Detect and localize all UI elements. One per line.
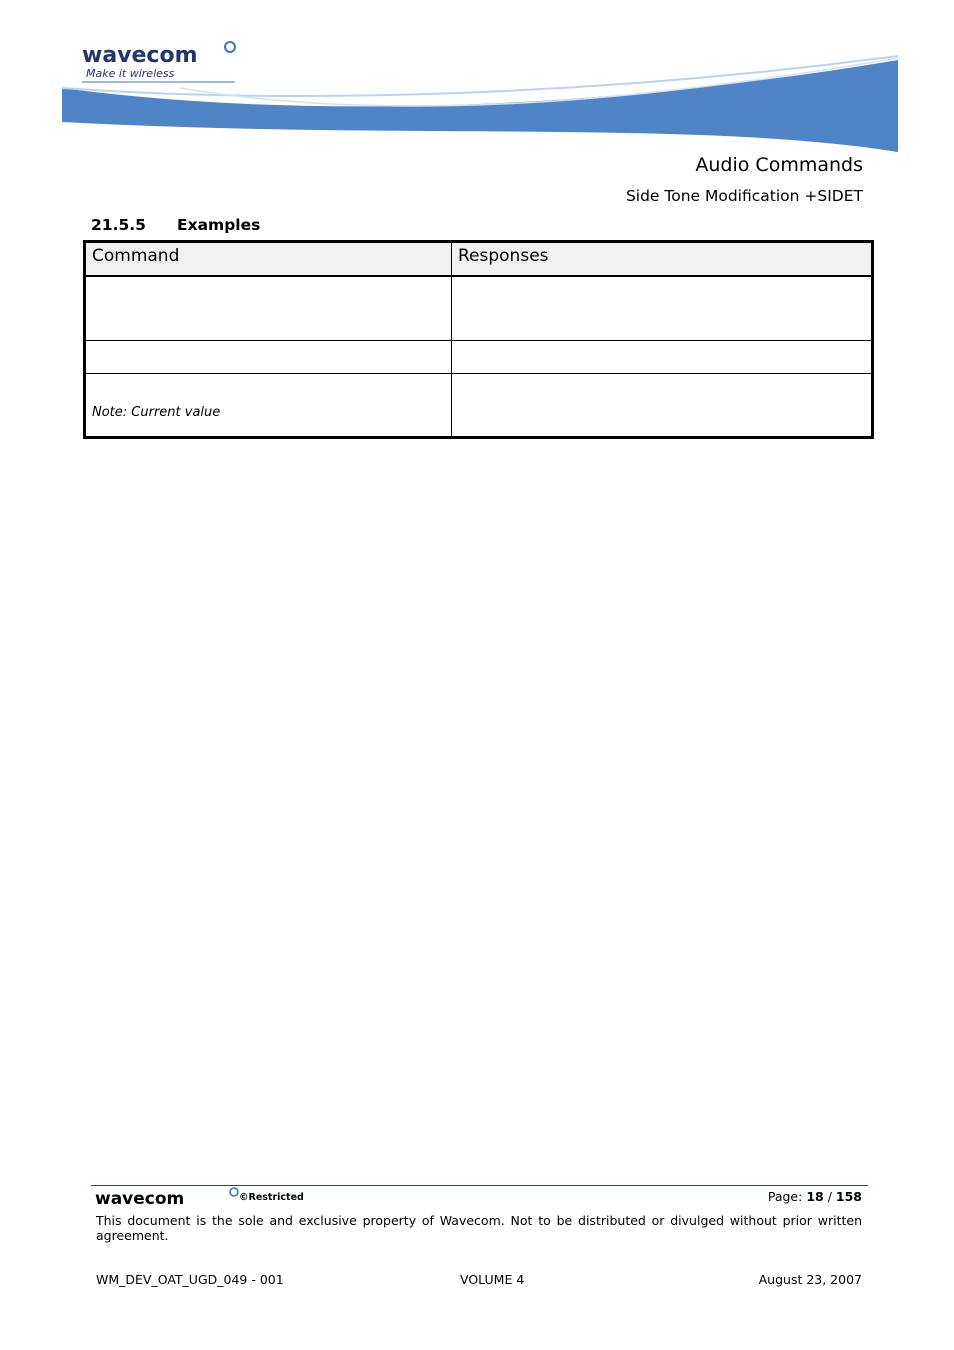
heading-number: 21.5.5 [91, 216, 146, 234]
table-row [85, 341, 873, 374]
command-cell [85, 276, 452, 341]
wavecom-logo [80, 40, 240, 86]
section-subtitle: Side Tone Modification +SIDET [625, 187, 863, 205]
heading-title: Examples [177, 216, 261, 234]
column-header-responses: Responses [452, 242, 873, 277]
examples-table [83, 240, 874, 439]
table-header-row [85, 242, 873, 277]
response-cell [452, 374, 873, 438]
svg-text:wavecom: wavecom [82, 43, 198, 68]
svg-text:Make it wireless: Make it wireless [86, 67, 175, 80]
table-row [85, 374, 873, 438]
document-date: August 23, 2007 [758, 1272, 862, 1287]
response-cell [452, 276, 873, 341]
command-cell [85, 341, 452, 374]
document-reference: WM_DEV_OAT_UGD_049 - 001 [96, 1272, 284, 1287]
page-number: Page: 18 / 158 [767, 1189, 862, 1204]
note-current-value: Note: Current value [92, 405, 221, 420]
svg-text:wavecom: wavecom [95, 1189, 185, 1208]
table-row [85, 276, 873, 341]
section-title: Audio Commands [695, 154, 863, 176]
column-header-command: Command [85, 242, 452, 277]
volume-label: VOLUME 4 [460, 1272, 525, 1287]
examples-heading [91, 216, 260, 234]
response-cell [452, 341, 873, 374]
command-cell [85, 374, 452, 438]
wavecom-footer-logo [95, 1186, 245, 1208]
disclaimer-text: This document is the sole and exclusive property of Wavecom. Not to be distributed or divulged without prior written agreement. [96, 1213, 862, 1243]
restricted-label: ©Restricted [239, 1192, 304, 1203]
